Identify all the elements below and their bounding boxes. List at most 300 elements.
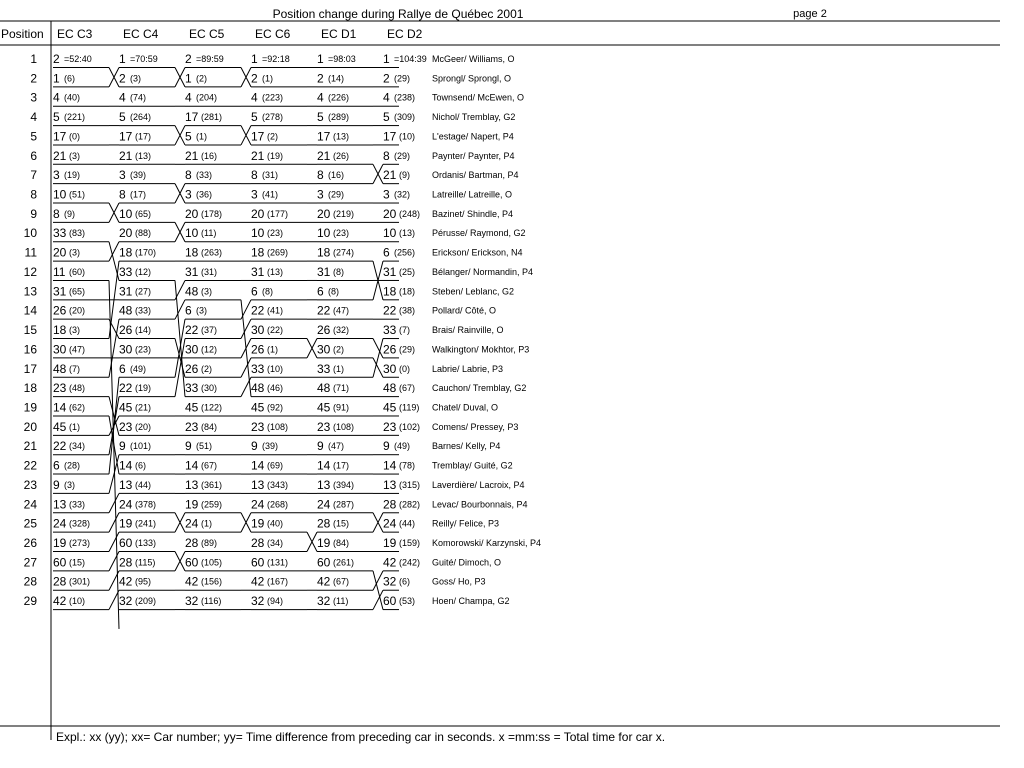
car-number: 19 [119, 516, 133, 531]
car-number: 5 [53, 110, 60, 125]
time-gap: (40) [267, 518, 284, 529]
crew-name: Brais/ Rainville, O [432, 325, 504, 336]
time-gap: (88) [135, 228, 152, 239]
time-gap: (315) [399, 479, 421, 490]
time-gap: (159) [399, 538, 421, 548]
time-gap: (23) [333, 228, 350, 239]
position-number: 10 [23, 226, 37, 241]
position-connector [109, 513, 119, 532]
car-number: 9 [185, 439, 192, 454]
time-gap: (17) [135, 131, 152, 142]
car-number: 13 [119, 477, 133, 492]
time-gap: (177) [267, 208, 289, 219]
car-number: 24 [383, 516, 397, 531]
time-gap: (33) [196, 170, 213, 181]
position-connector [373, 339, 383, 378]
car-number: 31 [383, 264, 397, 279]
car-number: 1 [383, 52, 390, 66]
position-connector [241, 339, 251, 358]
chart-title: Position change during Rallye de Québec 2001 [272, 7, 524, 21]
time-gap: (22) [267, 325, 284, 336]
time-gap: (89) [201, 538, 218, 548]
time-gap: (6) [135, 460, 146, 471]
car-number: 20 [251, 206, 265, 221]
time-gap: (241) [135, 518, 157, 529]
time-gap: (67) [201, 460, 218, 471]
car-number: 9 [317, 439, 324, 454]
stage-header: EC C4 [123, 27, 159, 41]
time-gap: (34) [267, 538, 284, 548]
car-number: 45 [53, 419, 67, 434]
car-number: 33 [317, 361, 331, 376]
car-number: 1 [317, 52, 324, 66]
crew-name: Bélanger/ Normandin, P4 [432, 266, 534, 277]
crew-name: McGeer/ Williams, O [432, 54, 515, 64]
position-number: 18 [23, 381, 37, 396]
time-gap: (343) [267, 479, 289, 490]
car-number: 20 [53, 245, 67, 260]
car-number: 21 [119, 148, 133, 163]
time-gap: (23) [135, 344, 152, 355]
crew-name: Guité/ Dimoch, O [432, 557, 502, 568]
final-crew-names [432, 54, 541, 606]
time-gap: (33) [135, 305, 152, 316]
car-number: 31 [317, 264, 331, 279]
crew-name: Labrie/ Labrie, P3 [432, 363, 504, 374]
time-gap: (238) [394, 92, 416, 103]
time-gap: (19) [135, 383, 152, 394]
car-number: 8 [119, 187, 126, 202]
car-number: 10 [119, 206, 133, 221]
time-gap: (394) [333, 479, 355, 490]
car-number: 23 [383, 419, 397, 434]
car-number: 10 [317, 226, 331, 241]
time-gap: (3) [69, 150, 80, 161]
time-gap: =104:39 [394, 54, 427, 64]
car-number: 17 [317, 129, 331, 144]
time-gap: (39) [130, 170, 147, 181]
car-number: 45 [317, 400, 331, 415]
time-gap: (131) [267, 557, 289, 568]
position-connector [241, 358, 251, 377]
car-number: 3 [317, 187, 324, 202]
crew-name: Pérusse/ Raymond, G2 [432, 228, 526, 239]
time-gap: (47) [69, 344, 86, 355]
time-gap: (10) [267, 363, 284, 374]
time-gap: (261) [333, 557, 355, 568]
position-connector [109, 532, 119, 551]
car-number: 28 [383, 497, 397, 512]
crew-name: Barnes/ Kelly, P4 [432, 441, 501, 452]
position-number: 21 [23, 439, 37, 454]
car-number: 21 [185, 148, 199, 163]
time-gap: (1) [262, 73, 273, 84]
car-number: 45 [383, 400, 397, 415]
time-gap: (256) [394, 247, 416, 258]
car-number: 14 [383, 458, 397, 473]
time-gap: (122) [201, 402, 223, 413]
time-gap: (278) [262, 112, 284, 123]
time-gap: (287) [333, 499, 355, 510]
car-number: 18 [317, 245, 331, 260]
position-number: 15 [23, 323, 37, 338]
time-gap: (13) [135, 150, 152, 161]
car-number: 42 [251, 574, 265, 589]
position-number: 28 [23, 574, 37, 589]
time-gap: (95) [135, 576, 152, 587]
time-gap: (156) [201, 576, 223, 587]
stage-header: EC D2 [387, 27, 423, 41]
time-gap: (2) [196, 73, 207, 84]
time-gap: (221) [64, 112, 86, 123]
time-gap: (102) [399, 421, 421, 432]
position-number: 12 [23, 264, 37, 279]
crew-name: L'estage/ Napert, P4 [432, 131, 514, 142]
car-number: 14 [53, 400, 67, 415]
car-number: 23 [185, 419, 199, 434]
time-gap: (204) [196, 92, 218, 103]
time-gap: (8) [262, 286, 273, 297]
car-number: 28 [185, 536, 199, 550]
time-gap: (1) [267, 344, 278, 355]
time-gap: (108) [267, 421, 289, 432]
time-gap: (67) [399, 383, 416, 394]
car-number: 10 [185, 226, 199, 241]
car-number: 2 [251, 71, 258, 86]
car-number: 26 [317, 323, 331, 338]
time-gap: (91) [333, 402, 350, 413]
position-number: 8 [30, 187, 37, 202]
position-number: 9 [30, 206, 37, 221]
position-number: 20 [23, 419, 37, 434]
car-number: 11 [53, 264, 66, 279]
car-number: 30 [317, 342, 331, 357]
time-gap: (259) [201, 499, 223, 510]
position-number: 19 [23, 400, 37, 415]
car-number: 5 [119, 110, 126, 125]
stage-header: EC C3 [57, 27, 93, 41]
time-gap: (105) [201, 557, 223, 568]
position-connector [373, 339, 383, 358]
car-number: 60 [251, 555, 265, 570]
crew-name: Levac/ Bourbonnais, P4 [432, 499, 528, 510]
time-gap: (8) [328, 286, 339, 297]
position-number: 6 [30, 148, 37, 163]
car-number: 5 [251, 110, 258, 125]
time-gap: (10) [399, 131, 416, 142]
time-gap: (1) [196, 131, 207, 142]
car-number: 20 [317, 206, 331, 221]
time-gap: (167) [267, 576, 289, 587]
car-number: 26 [119, 323, 133, 338]
car-number: 14 [251, 458, 265, 473]
car-number: 33 [185, 381, 199, 396]
car-number: 4 [119, 90, 126, 105]
time-gap: (39) [262, 441, 279, 452]
car-number: 30 [119, 342, 133, 357]
explanation-text: Expl.: xx (yy); xx= Car number; yy= Time difference from preceding car in seconds. x =mm:ss = Total time for car x. [56, 730, 666, 744]
time-gap: =70:59 [130, 54, 158, 64]
car-number: 48 [251, 381, 265, 396]
crew-name: Steben/ Leblanc, G2 [432, 286, 515, 297]
car-number: 9 [119, 439, 126, 454]
car-number: 14 [317, 458, 331, 473]
time-gap: (223) [262, 92, 284, 103]
time-gap: (83) [69, 228, 86, 239]
car-number: 30 [185, 342, 199, 357]
position-header: Position [1, 27, 44, 41]
crew-name: Reilly/ Felice, P3 [432, 518, 500, 529]
car-number: 60 [53, 555, 67, 570]
time-gap: (3) [201, 286, 212, 297]
car-number: 8 [185, 168, 192, 183]
time-gap: (31) [201, 266, 218, 277]
time-gap: (32) [333, 325, 350, 336]
time-gap: (2) [333, 344, 344, 355]
car-number: 30 [251, 323, 265, 338]
position-connector [241, 319, 251, 338]
car-number: 3 [119, 168, 126, 183]
time-gap: (20) [135, 421, 152, 432]
car-number: 6 [119, 361, 126, 376]
time-gap: (16) [201, 150, 218, 161]
time-gap: (49) [130, 363, 147, 374]
car-number: 17 [251, 129, 265, 144]
time-gap: (23) [267, 228, 284, 239]
car-number: 23 [119, 419, 133, 434]
crew-name: Bazinet/ Shindle, P4 [432, 208, 514, 219]
time-gap: (116) [201, 596, 222, 607]
car-number: 17 [53, 129, 67, 144]
car-number: 45 [185, 400, 199, 415]
time-gap: (60) [69, 266, 86, 277]
car-number: 19 [317, 536, 331, 550]
time-gap: (69) [267, 460, 284, 471]
time-gap: (31) [262, 170, 279, 181]
stage-cells [53, 52, 427, 608]
car-number: 8 [317, 168, 324, 183]
stage-header: EC D1 [321, 27, 357, 41]
time-gap: (29) [328, 189, 345, 200]
car-number: 42 [317, 574, 331, 589]
time-gap: (36) [196, 189, 213, 200]
car-number: 31 [251, 264, 265, 279]
crew-name: Sprongl/ Sprongl, O [432, 73, 512, 84]
car-number: 28 [53, 574, 67, 589]
time-gap: (226) [328, 92, 350, 103]
time-gap: (1) [69, 421, 80, 432]
time-gap: (274) [333, 247, 355, 258]
time-gap: (19) [64, 170, 81, 181]
car-number: 24 [317, 497, 331, 512]
car-number: 22 [185, 323, 199, 338]
time-gap: (12) [201, 344, 218, 355]
time-gap: (29) [394, 73, 411, 84]
car-number: 14 [185, 458, 199, 473]
car-number: 48 [53, 361, 67, 376]
car-number: 20 [185, 206, 199, 221]
time-gap: (12) [135, 266, 152, 277]
car-number: 22 [119, 381, 133, 396]
time-gap: (7) [69, 363, 80, 374]
car-number: 13 [383, 477, 397, 492]
time-gap: (41) [267, 305, 284, 316]
car-number: 33 [251, 361, 265, 376]
time-gap: (84) [201, 421, 218, 432]
car-number: 9 [251, 439, 258, 454]
car-number: 2 [383, 71, 390, 86]
time-gap: (15) [69, 557, 86, 568]
car-number: 33 [53, 226, 67, 241]
car-number: 19 [383, 536, 397, 550]
car-number: 8 [383, 148, 390, 163]
time-gap: (17) [130, 189, 147, 200]
car-number: 21 [317, 148, 331, 163]
car-number: 6 [185, 303, 192, 318]
time-gap: (51) [196, 441, 213, 452]
car-number: 6 [317, 284, 324, 299]
time-gap: (47) [333, 305, 350, 316]
position-number: 13 [23, 284, 37, 299]
car-number: 21 [383, 168, 397, 183]
position-number: 25 [23, 516, 37, 531]
car-number: 31 [185, 264, 199, 279]
car-number: 30 [53, 342, 67, 357]
car-number: 24 [185, 516, 199, 531]
car-number: 5 [317, 110, 324, 125]
position-number: 3 [30, 90, 37, 105]
time-gap: =89:59 [196, 54, 224, 64]
time-gap: (18) [399, 286, 416, 297]
car-number: 6 [53, 458, 60, 473]
crew-name: Erickson/ Erickson, N4 [432, 247, 523, 258]
crew-name: Nichol/ Tremblay, G2 [432, 112, 516, 123]
car-number: 23 [251, 419, 265, 434]
car-number: 13 [251, 477, 265, 492]
time-gap: (29) [399, 344, 416, 355]
position-connector [373, 571, 383, 590]
car-number: 45 [251, 400, 265, 415]
time-gap: (26) [333, 150, 350, 161]
car-number: 3 [383, 187, 390, 202]
position-number: 7 [30, 168, 37, 183]
car-number: 8 [53, 206, 60, 221]
car-number: 19 [53, 536, 67, 550]
position-connector [109, 590, 119, 609]
time-gap: (51) [69, 189, 86, 200]
time-gap: (209) [135, 596, 157, 607]
crew-name: Pollard/ Côté, O [432, 305, 497, 316]
car-number: 17 [185, 110, 199, 125]
car-number: 2 [53, 52, 60, 66]
time-gap: (92) [267, 402, 284, 413]
time-gap: (25) [399, 266, 416, 277]
time-gap: (41) [262, 189, 279, 200]
time-gap: (178) [201, 208, 223, 219]
time-gap: (361) [201, 479, 223, 490]
time-gap: (219) [333, 208, 355, 219]
car-number: 42 [119, 574, 133, 589]
time-gap: (6) [399, 576, 410, 587]
car-number: 23 [317, 419, 331, 434]
time-gap: =52:40 [64, 54, 92, 64]
time-gap: (263) [201, 247, 223, 258]
car-number: 20 [119, 226, 133, 241]
time-gap: (65) [135, 208, 152, 219]
car-number: 1 [53, 71, 60, 86]
car-number: 26 [53, 303, 67, 318]
time-gap: (46) [267, 383, 284, 394]
crew-name: Paynter/ Paynter, P4 [432, 150, 515, 161]
car-number: 1 [185, 71, 192, 86]
time-gap: (65) [69, 286, 86, 297]
page-label: page 2 [793, 8, 827, 20]
time-gap: (19) [267, 150, 284, 161]
car-number: 60 [119, 536, 133, 550]
car-number: 4 [53, 90, 60, 105]
car-number: 22 [383, 303, 397, 318]
position-number: 17 [23, 361, 37, 376]
time-gap: (3) [69, 247, 80, 258]
car-number: 17 [383, 129, 397, 144]
car-number: 1 [251, 52, 258, 66]
time-gap: (242) [399, 557, 421, 568]
car-number: 18 [53, 323, 67, 338]
time-gap: (34) [69, 441, 86, 452]
car-number: 2 [317, 71, 324, 86]
car-number: 28 [317, 516, 331, 531]
car-number: 60 [317, 555, 331, 570]
car-number: 18 [251, 245, 265, 260]
time-gap: (289) [328, 112, 350, 123]
car-number: 10 [251, 226, 265, 241]
car-number: 3 [251, 187, 258, 202]
time-gap: (16) [328, 170, 345, 181]
position-number: 27 [23, 555, 37, 570]
car-number: 48 [185, 284, 199, 299]
car-number: 32 [251, 594, 265, 609]
car-number: 30 [383, 361, 397, 376]
crew-name: Komorowski/ Karzynski, P4 [432, 538, 542, 548]
car-number: 1 [119, 52, 126, 66]
crew-name: Comens/ Pressey, P3 [432, 421, 519, 432]
time-gap: (40) [64, 92, 81, 103]
time-gap: (62) [69, 402, 86, 413]
car-number: 13 [185, 477, 199, 492]
car-number: 2 [185, 52, 192, 66]
time-gap: (264) [130, 112, 152, 123]
car-number: 3 [185, 187, 192, 202]
time-gap: (3) [64, 479, 75, 490]
car-number: 4 [317, 90, 324, 105]
car-number: 17 [119, 129, 133, 144]
car-number: 32 [185, 594, 199, 609]
time-gap: (101) [130, 441, 152, 452]
time-gap: (10) [69, 596, 86, 607]
time-gap: (49) [394, 441, 411, 452]
time-gap: (9) [399, 170, 410, 181]
car-number: 22 [251, 303, 265, 318]
time-gap: (38) [399, 305, 416, 316]
car-number: 13 [317, 477, 331, 492]
time-gap: (269) [267, 247, 289, 258]
time-gap: (21) [135, 402, 152, 413]
time-gap: (281) [201, 112, 223, 123]
car-number: 31 [119, 284, 133, 299]
time-gap: (9) [64, 208, 75, 219]
position-connector [109, 493, 119, 512]
car-number: 48 [119, 303, 133, 318]
